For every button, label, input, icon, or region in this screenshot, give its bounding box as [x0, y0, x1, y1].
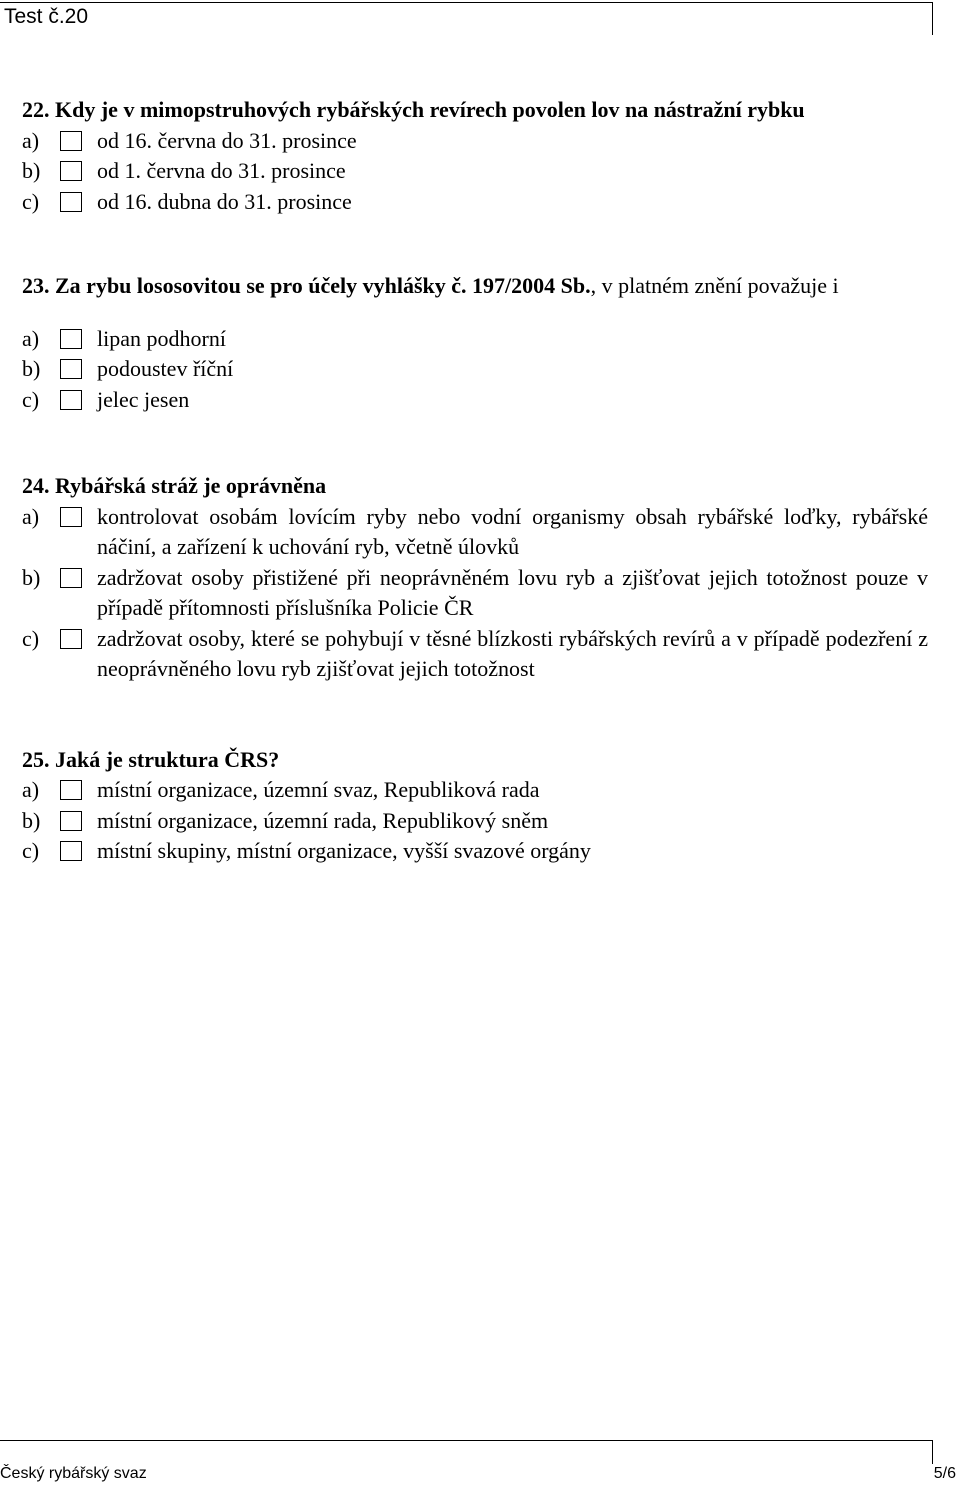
- question-text-suffix: , v platném znění považuje i: [590, 273, 839, 298]
- answer-option-b: [22, 354, 928, 385]
- option-text: zadržovat osoby přistižené při neoprávněném lovu ryb a zjišťovat jejich totožnost pouze v případě přítomnosti příslušníka Policie ČR: [97, 564, 928, 620]
- question-22: [22, 95, 928, 217]
- answer-option-b: [22, 156, 928, 187]
- answer-option-c: [22, 187, 928, 218]
- answer-checkbox[interactable]: [60, 629, 82, 649]
- option-text: od 1. června do 31. prosince: [97, 158, 346, 183]
- option-letter: b): [22, 158, 41, 183]
- option-letter: c): [22, 625, 40, 651]
- footer-rule-tick: [932, 1440, 933, 1464]
- footer-organization: Český rybářský svaz: [0, 1465, 147, 1482]
- option-letter: a): [22, 503, 40, 529]
- page-number: 5/6: [933, 1465, 956, 1482]
- answer-option-c: [22, 624, 928, 685]
- question-number: 22.: [22, 97, 50, 122]
- answer-checkbox[interactable]: [60, 390, 82, 410]
- question-title: [22, 95, 928, 126]
- question-number: 24.: [22, 473, 50, 498]
- answer-checkbox[interactable]: [60, 780, 82, 800]
- question-number: 25.: [22, 746, 50, 772]
- header-rule-tick: [932, 2, 933, 35]
- option-text: místní organizace, územní svaz, Republiková rada: [97, 777, 540, 802]
- option-text: kontrolovat osobám lovícím ryby nebo vodní organismy obsah rybářské loďky, rybářské náčiní, a zařízení k uchování ryb, včetně úlovků: [97, 503, 928, 559]
- answer-option-a: [22, 502, 928, 563]
- question-text: Za rybu lososovitou se pro účely vyhlášky č. 197/2004 Sb.: [55, 273, 591, 298]
- option-letter: a): [22, 127, 40, 153]
- answer-checkbox[interactable]: [60, 568, 82, 588]
- question-title: [22, 271, 928, 302]
- answer-checkbox[interactable]: [60, 131, 82, 151]
- answer-option-a: [22, 324, 928, 355]
- question-title: [22, 471, 928, 502]
- option-letter: c): [22, 838, 40, 863]
- answer-checkbox[interactable]: [60, 161, 82, 181]
- answer-checkbox[interactable]: [60, 329, 82, 349]
- option-text: od 16. dubna do 31. prosince: [97, 188, 352, 214]
- answer-option-c: [22, 385, 928, 416]
- option-letter: b): [22, 356, 41, 381]
- option-letter: c): [22, 386, 40, 412]
- option-text: lipan podhorní: [97, 325, 226, 351]
- option-letter: b): [22, 564, 41, 590]
- question-text: Rybářská stráž je oprávněna: [55, 473, 327, 498]
- question-23: [22, 271, 928, 415]
- option-letter: c): [22, 188, 40, 214]
- option-letter: a): [22, 325, 40, 351]
- option-text: od 16. června do 31. prosince: [97, 127, 357, 153]
- question-number: 23.: [22, 273, 50, 298]
- answer-checkbox[interactable]: [60, 192, 82, 212]
- question-text: Jaká je struktura ČRS?: [55, 746, 280, 772]
- question-25: [22, 745, 928, 867]
- page-title: Test č.20: [4, 5, 89, 28]
- header-rule: [0, 2, 932, 3]
- answer-option-c: [22, 836, 928, 867]
- option-letter: a): [22, 777, 40, 802]
- answer-checkbox[interactable]: [60, 359, 82, 379]
- answer-checkbox[interactable]: [60, 841, 82, 861]
- question-text: Kdy je v mimopstruhových rybářských revírech povolen lov na nástražní rybku: [55, 97, 805, 122]
- answer-checkbox[interactable]: [60, 811, 82, 831]
- answer-checkbox[interactable]: [60, 507, 82, 527]
- option-letter: b): [22, 807, 41, 833]
- option-text: jelec jesen: [97, 386, 190, 412]
- option-text: místní organizace, územní rada, Republikový sněm: [97, 807, 549, 833]
- answer-option-a: [22, 775, 928, 806]
- answer-option-a: [22, 126, 928, 157]
- option-text: podoustev říční: [97, 356, 234, 381]
- option-text: místní skupiny, místní organizace, vyšší svazové orgány: [97, 838, 591, 863]
- test-content: [22, 95, 928, 867]
- option-text: zadržovat osoby, které se pohybují v těsné blízkosti rybářských revírů a v případě podezření z neoprávněného lovu ryb zjišťovat jejich totožnost: [97, 625, 928, 681]
- answer-option-b: [22, 563, 928, 624]
- footer-rule: [0, 1440, 932, 1441]
- question-24: [22, 471, 928, 685]
- question-title: [22, 745, 928, 776]
- answer-option-b: [22, 806, 928, 837]
